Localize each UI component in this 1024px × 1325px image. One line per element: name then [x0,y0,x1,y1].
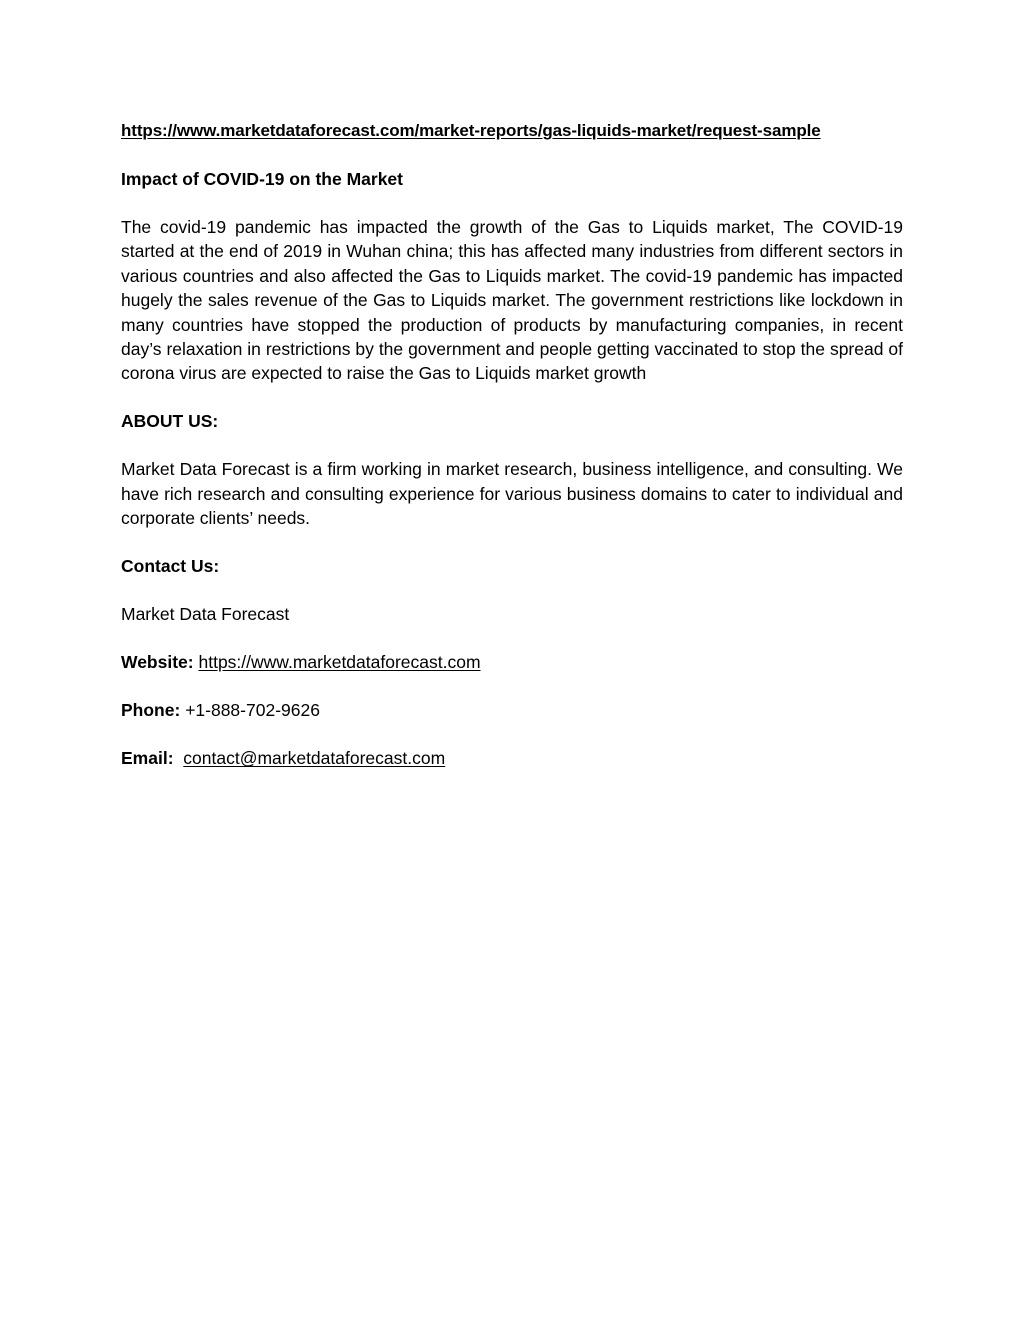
email-line [121,746,903,770]
website-line [121,650,903,674]
about-paragraph: Market Data Forecast is a firm working in market research, business intelligence, and consulting. We have rich research and consulting experience for various business domains to cater to individual and corporate clients’ needs. [121,459,903,529]
sample-url-line [121,119,903,143]
covid-paragraph: The covid-19 pandemic has impacted the growth of the Gas to Liquids market, The COVID-19 started at the end of 2019 in Wuhan china; this has affected many industries from different sectors in various countries and also affected the Gas to Liquids market. The covid-19 pandemic has impacted hugely the sales revenue of the Gas to Liquids market. The government restrictions like lockdown in many countries have stopped the production of products by manufacturing companies, in recent day’s relaxation in restrictions by the government and people getting vaccinated to stop the spread of corona virus are expected to raise the Gas to Liquids market growth [121,217,903,384]
sample-request-link[interactable]: https://www.marketdataforecast.com/market-reports/gas-liquids-market/request-sample [121,121,821,140]
email-link[interactable]: contact@marketdataforecast.com [183,748,446,769]
covid-heading: Impact of COVID-19 on the Market [121,169,403,189]
about-heading: ABOUT US: [121,411,219,432]
website-label: Website: [121,652,194,673]
contact-heading: Contact Us: [121,556,220,577]
phone-value: +1-888-702-9626 [185,700,320,721]
phone-line [121,698,903,722]
phone-label: Phone: [121,700,181,721]
website-link[interactable]: https://www.marketdataforecast.com [198,652,481,673]
document-page [121,119,903,794]
company-name: Market Data Forecast [121,604,290,625]
email-label: Email: [121,748,174,769]
